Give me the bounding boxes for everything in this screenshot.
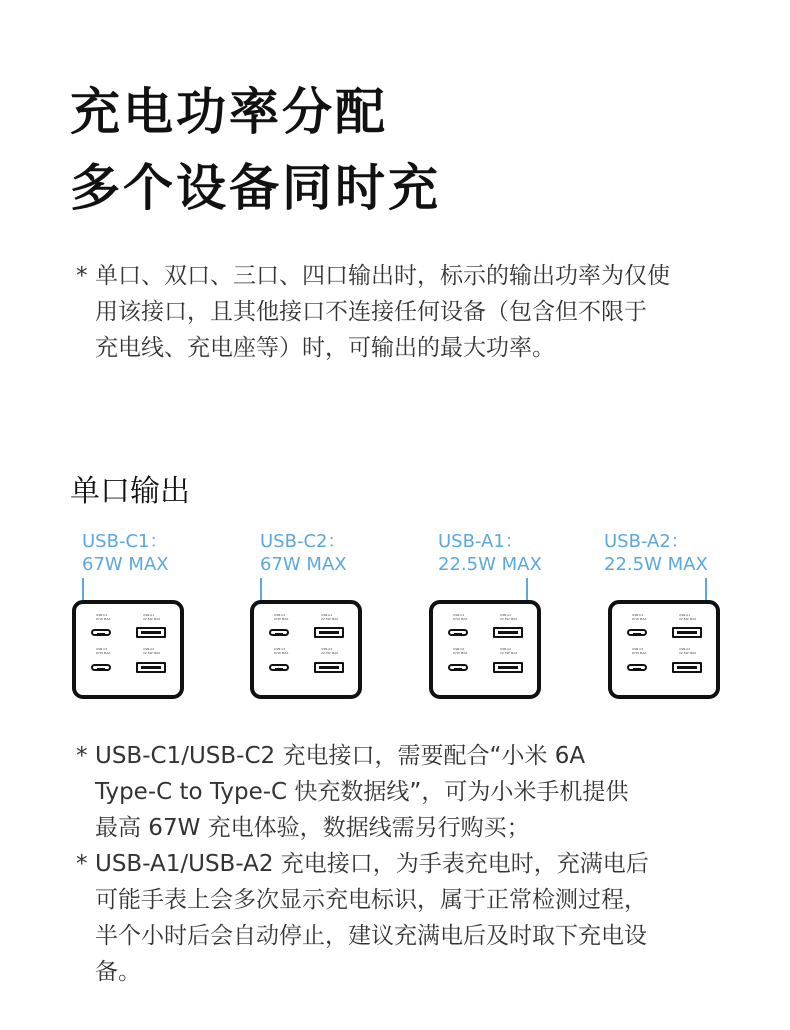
port-diagram-usb-c1 bbox=[72, 530, 232, 700]
port-label bbox=[438, 530, 542, 576]
port-label bbox=[82, 530, 169, 576]
c1-label: USB-C1 67W MAX bbox=[632, 613, 647, 621]
port-name: USB-A1： bbox=[438, 531, 523, 552]
port-name: USB-C1： bbox=[82, 531, 168, 552]
a1-label: USB-A1 22.5W MAX bbox=[679, 613, 697, 621]
title-line-1: 充电功率分配 bbox=[70, 83, 388, 141]
a1-label: USB-A1 22.5W MAX bbox=[321, 613, 339, 621]
note-usb-a bbox=[76, 846, 736, 990]
asterisk: * bbox=[76, 263, 88, 289]
note-line: USB-A1/USB-A2 充电接口，为手表充电时，充满电后 bbox=[95, 851, 649, 877]
usb-c1-port bbox=[91, 629, 111, 636]
a2-label: USB-A2 22.5W MAX bbox=[679, 647, 697, 655]
note-usb-c bbox=[76, 738, 736, 846]
note-line: 可能手表上会多次显示充电标识，属于正常检测过程， bbox=[95, 887, 647, 913]
usb-a2-port bbox=[136, 662, 166, 673]
c2-label: USB-C2 67W MAX bbox=[632, 647, 647, 655]
a1-label: USB-A1 22.5W MAX bbox=[143, 613, 161, 621]
usb-a1-port bbox=[136, 627, 166, 638]
notes-bottom bbox=[76, 738, 736, 990]
port-power: 67W MAX bbox=[82, 554, 169, 575]
charger-icon bbox=[250, 600, 362, 699]
usb-a2-port bbox=[493, 662, 523, 673]
port-power: 22.5W MAX bbox=[604, 554, 708, 575]
c1-label: USB-C1 67W MAX bbox=[274, 613, 289, 621]
usb-c2-port bbox=[448, 664, 468, 671]
note-line: 用该接口，且其他接口不连接任何设备（包含但不限于 bbox=[95, 299, 647, 325]
note-line: 备。 bbox=[95, 959, 141, 985]
port-power: 67W MAX bbox=[260, 554, 347, 575]
c1-label: USB-C1 67W MAX bbox=[96, 613, 111, 621]
usb-c2-port bbox=[269, 664, 289, 671]
a2-label: USB-A2 22.5W MAX bbox=[321, 647, 339, 655]
usb-a1-port bbox=[314, 627, 344, 638]
c2-label: USB-C2 67W MAX bbox=[274, 647, 289, 655]
asterisk: * bbox=[76, 743, 88, 769]
port-diagram-usb-c2 bbox=[250, 530, 410, 700]
usb-c2-port bbox=[91, 664, 111, 671]
c1-label: USB-C1 67W MAX bbox=[453, 613, 468, 621]
c2-label: USB-C2 67W MAX bbox=[453, 647, 468, 655]
asterisk: * bbox=[76, 851, 88, 877]
charger-icon bbox=[429, 600, 541, 699]
usb-c1-port bbox=[627, 629, 647, 636]
usb-a1-port bbox=[493, 627, 523, 638]
charger-icon bbox=[72, 600, 184, 699]
usb-c2-port bbox=[627, 664, 647, 671]
port-power: 22.5W MAX bbox=[438, 554, 542, 575]
port-label bbox=[260, 530, 347, 576]
note-line: 充电线、充电座等）时，可输出的最大功率。 bbox=[95, 335, 555, 361]
port-diagram-usb-a1 bbox=[429, 530, 589, 700]
usb-c1-port bbox=[448, 629, 468, 636]
a2-label: USB-A2 22.5W MAX bbox=[500, 647, 518, 655]
a2-label: USB-A2 22.5W MAX bbox=[143, 647, 161, 655]
note-line: Type-C to Type-C 快充数据线”，可为小米手机提供 bbox=[95, 779, 629, 805]
port-diagram-usb-a2 bbox=[604, 530, 768, 700]
port-name: USB-C2： bbox=[260, 531, 346, 552]
note-line: 半个小时后会自动停止，建议充满电后及时取下充电设 bbox=[95, 923, 647, 949]
usb-c1-port bbox=[269, 629, 289, 636]
port-label bbox=[604, 530, 708, 576]
note-line: 单口、双口、三口、四口输出时，标示的输出功率为仅使 bbox=[95, 263, 670, 289]
c2-label: USB-C2 67W MAX bbox=[96, 647, 111, 655]
usb-a2-port bbox=[672, 662, 702, 673]
note-line: 最高 67W 充电体验，数据线需另行购买； bbox=[95, 815, 530, 841]
note-output-power bbox=[76, 258, 736, 366]
title-line-2: 多个设备同时充 bbox=[70, 159, 441, 217]
usb-a1-port bbox=[672, 627, 702, 638]
port-name: USB-A2： bbox=[604, 531, 689, 552]
note-line: USB-C1/USB-C2 充电接口，需要配合“小米 6A bbox=[95, 743, 586, 769]
usb-a2-port bbox=[314, 662, 344, 673]
a1-label: USB-A1 22.5W MAX bbox=[500, 613, 518, 621]
section-title-single-output: 单口输出 bbox=[70, 474, 190, 509]
charger-icon bbox=[608, 600, 720, 699]
